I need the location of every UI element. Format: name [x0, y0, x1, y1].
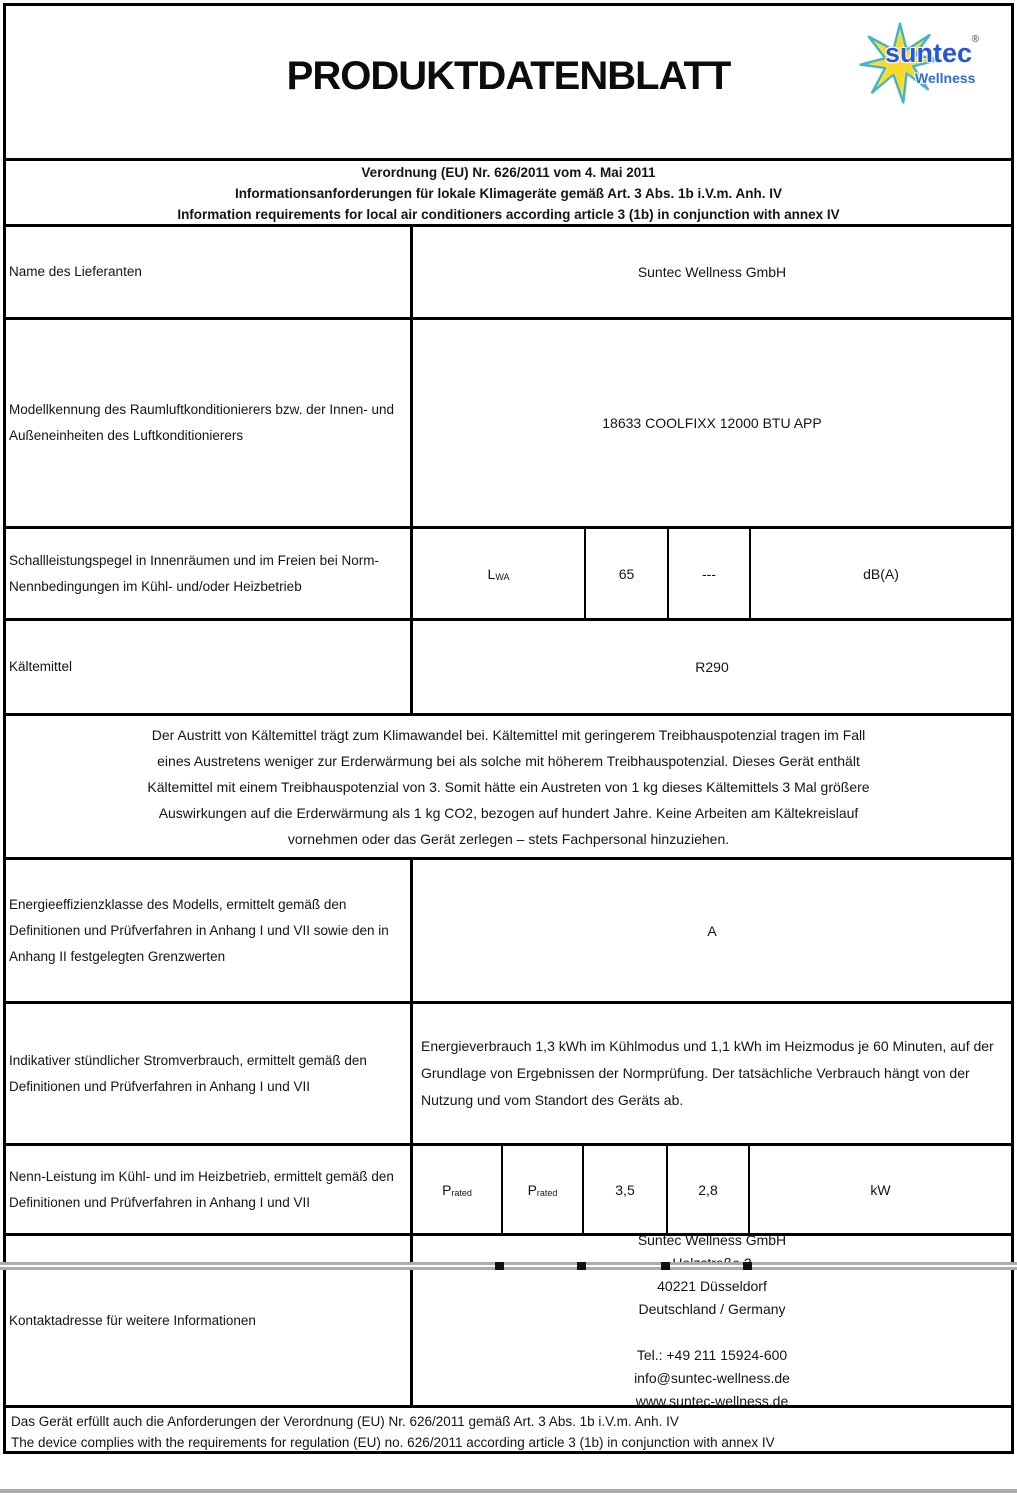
pagebreak-tick	[495, 1262, 504, 1270]
rated-power-cells	[413, 1146, 1011, 1233]
model-value: 18633 COOLFIXX 12000 BTU APP	[602, 415, 822, 431]
sound-power-indoor-cell: 65	[586, 529, 669, 618]
gwp-notice-row	[6, 716, 1011, 860]
hourly-consumption-value: Energieverbrauch 1,3 kWh im Kühlmodus und 1,1 kWh im Heizmodus je 60 Minuten, auf der Grundlage von Ergebnissen der Normprüfung. Der tatsächliche Verbrauch hängt von der Nutzung und vom Standort des Geräts ab.	[421, 1038, 994, 1108]
rated-power-cooling-value-cell: 3,5	[584, 1146, 668, 1233]
page-bottom-line	[0, 1489, 1017, 1493]
pagebreak-divider	[0, 1262, 1017, 1270]
address-line-country: Deutschland / Germany	[638, 1300, 786, 1317]
address-line-company: Suntec Wellness GmbH	[637, 1231, 787, 1248]
energy-class-label: Energieeffizienzklasse des Modells, ermittelt gemäß den Definitionen und Prüfverfahren in Anhang I und VII sowie den in Anhang II festgelegten Grenzwerten	[6, 860, 413, 1001]
refrigerant-value: R290	[695, 659, 729, 675]
sound-power-label: Schallleistungspegel in Innenräumen und im Freien bei Norm-Nennbedingungen im Kühl- und/oder Heizbetrieb	[6, 529, 413, 618]
sound-power-symbol-subscript: WA	[495, 571, 510, 582]
pagebreak-tick	[743, 1262, 752, 1270]
spec-row-rated-power	[6, 1146, 1011, 1236]
rated-power-symbol-1: P	[442, 1181, 452, 1198]
spec-row-model	[6, 320, 1011, 529]
address-line-email: info@suntec-wellness.de	[634, 1369, 790, 1386]
model-label: Modellkennung des Raumluftkonditionierers bzw. der Innen- und Außeneinheiten des Luftkonditionierers	[6, 320, 413, 526]
logo-registered-mark: ®	[971, 34, 979, 45]
rated-power-symbol-cooling-cell	[413, 1146, 503, 1233]
hourly-consumption-label: Indikativer stündlicher Stromverbrauch, ermittelt gemäß den Definitionen und Prüfverfahren in Anhang I und VII	[6, 1004, 413, 1143]
rated-power-label: Nenn-Leistung im Kühl- und im Heizbetrieb, ermittelt gemäß den Definitionen und Prüfverfahren in Anhang I und VII	[6, 1146, 413, 1233]
pagebreak-tick	[661, 1262, 670, 1270]
spec-row-sound-power	[6, 529, 1011, 621]
regulation-line-2: Informationsanforderungen für lokale Klimageräte gemäß Art. 3 Abs. 1b i.V.m. Anh. IV	[234, 186, 783, 201]
energy-class-value: A	[707, 922, 717, 939]
spec-row-refrigerant	[6, 621, 1011, 716]
rated-power-symbol-2-subscript: rated	[536, 1187, 558, 1198]
address-line-spacer	[413, 1321, 1011, 1344]
spec-row-supplier	[6, 227, 1011, 320]
address-line-city: 40221 Düsseldorf	[657, 1277, 767, 1294]
page-title: PRODUKTDATENBLATT	[286, 53, 731, 98]
regulation-header	[6, 161, 1011, 227]
rated-power-symbol-heating-cell	[503, 1146, 584, 1233]
rated-power-heating-value-cell: 2,8	[668, 1146, 750, 1233]
sound-power-unit-cell: dB(A)	[863, 565, 899, 582]
spec-row-hourly-consumption	[6, 1004, 1011, 1146]
supplier-value: Suntec Wellness GmbH	[637, 264, 787, 280]
sound-power-symbol: L	[487, 565, 496, 582]
gwp-notice-text: Der Austritt von Kältemittel trägt zum Klimawandel bei. Kältemittel mit geringerem Treibhauspotenzial tragen im Fall eines Austretens weniger zur Erderwärmung bei als solche mit höherem Treibhauspotenzial. Dieses Gerät enthält Kältemittel mit einem Treibhauspotenzial von 3. Somit hätte ein Austreten von 1 kg dieses Kältemittels 3 Mal größere Auswirkungen auf die Erderwärmung als 1 kg CO2, bezogen auf hundert Jahre. Keine Arbeiten am Kältekreislauf vornehmen oder das Gerät zerlegen – stets Fachpersonal hinzuziehen.	[147, 726, 870, 847]
rated-power-unit-cell: kW	[870, 1181, 891, 1198]
logo-subtitle: Wellness	[915, 70, 976, 86]
title-block	[6, 6, 1011, 161]
logo-brand-text: suntec	[885, 38, 973, 68]
document-frame	[3, 3, 1014, 1454]
contact-label: Kontaktadresse für weitere Informationen	[6, 1236, 413, 1405]
pagebreak-tick	[577, 1262, 586, 1270]
compliance-line-de: Das Gerät erfüllt auch die Anforderungen der Verordnung (EU) Nr. 626/2011 gemäß Art. 3 Abs. 1b i.V.m. Anh. IV	[11, 1414, 679, 1429]
address-line-website: www.suntec-wellness.de	[635, 1392, 789, 1409]
supplier-label: Name des Lieferanten	[6, 227, 413, 317]
refrigerant-label: Kältemittel	[6, 621, 413, 713]
suntec-logo	[859, 14, 977, 114]
rated-power-symbol-1-subscript: rated	[451, 1187, 472, 1198]
rated-power-symbol-2: P	[527, 1181, 537, 1198]
regulation-line-1: Verordnung (EU) Nr. 626/2011 vom 4. Mai 2011	[361, 165, 656, 180]
compliance-footer	[6, 1408, 1011, 1451]
sound-power-symbol-cell	[413, 529, 586, 618]
address-line-phone: Tel.: +49 211 15924-600	[636, 1346, 788, 1363]
compliance-line-en: The device complies with the requirements for regulation (EU) no. 626/2011 according article 3 (1b) in conjunction with annex IV	[11, 1435, 775, 1450]
regulation-line-3: Information requirements for local air conditioners according article 3 (1b) in conjunction with annex IV	[177, 207, 840, 222]
sound-power-cells	[413, 529, 1011, 618]
spec-row-energy-class	[6, 860, 1011, 1004]
sound-power-outdoor-cell: ---	[669, 529, 751, 618]
